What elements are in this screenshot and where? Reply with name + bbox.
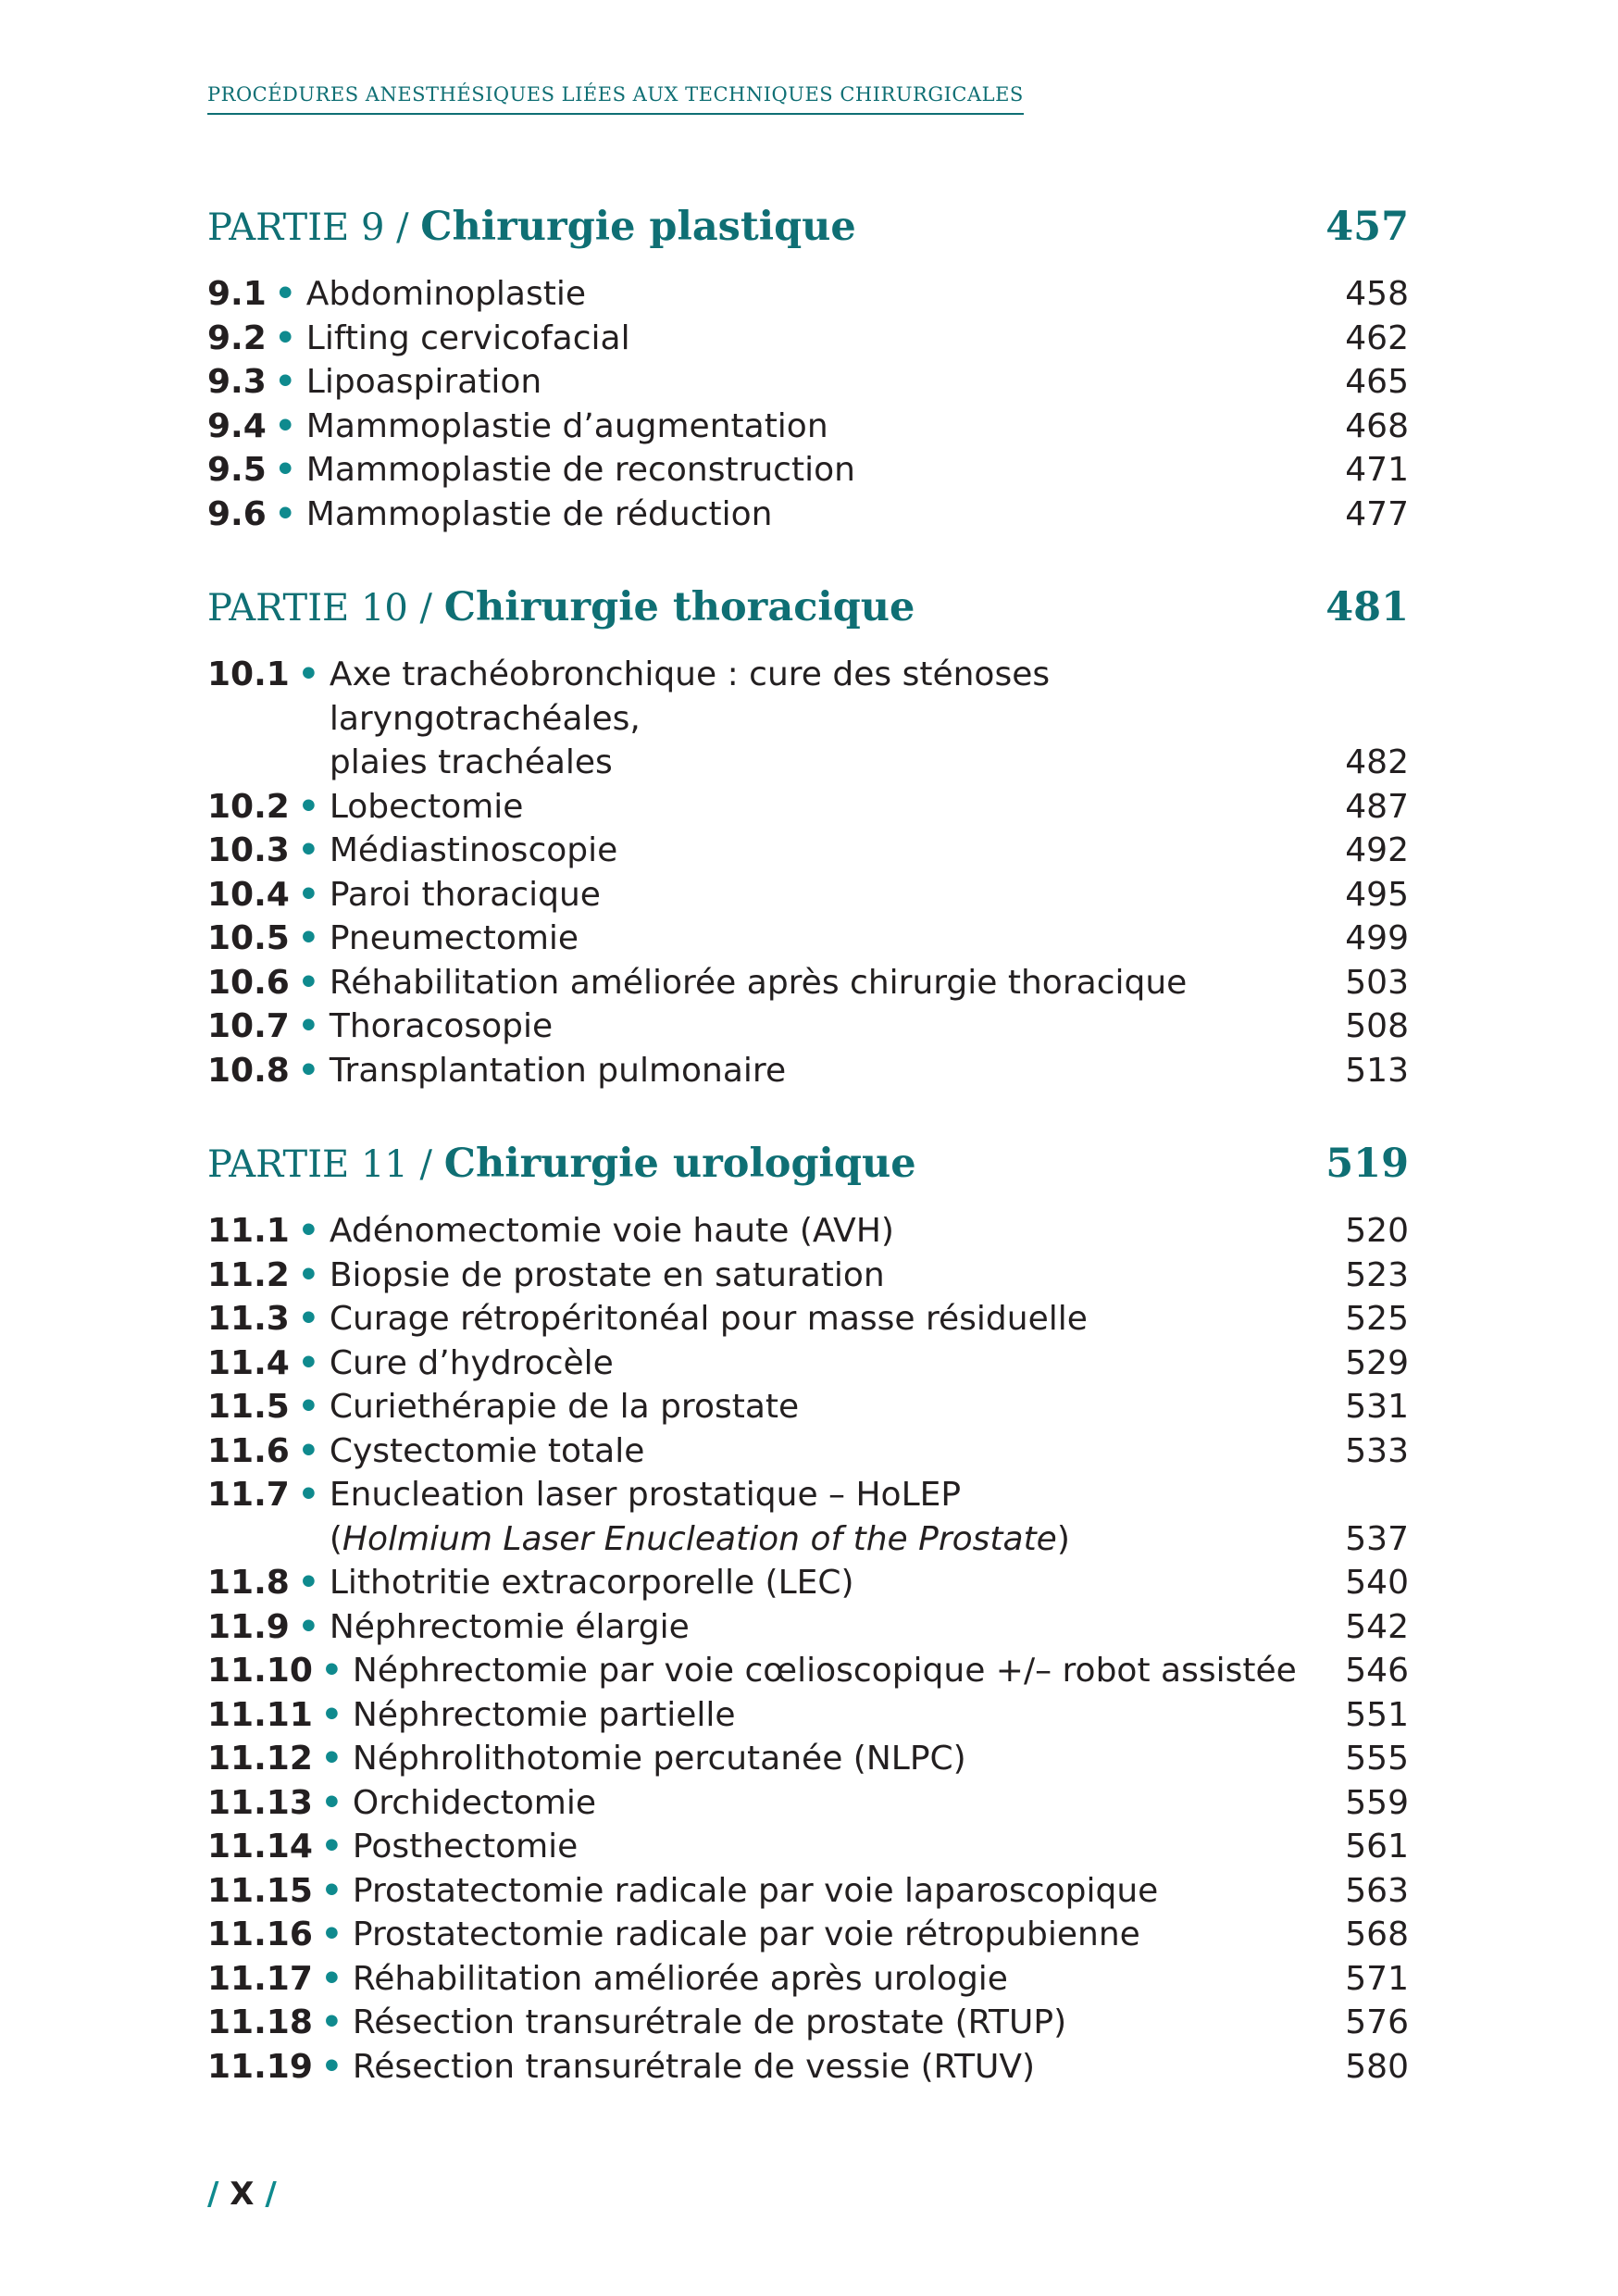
- part-heading: [207, 584, 1409, 642]
- entry-number: 10.5: [207, 919, 290, 957]
- entry-page-number: 563: [1345, 1871, 1409, 1910]
- toc-entry[interactable]: [207, 1385, 1409, 1429]
- entry-title: Néphrolithotomie percutanée (NLPC): [352, 1740, 966, 1778]
- bullet-icon: •: [320, 2047, 342, 2086]
- entry-number: 11.18: [207, 2003, 313, 2041]
- bullet-icon: •: [297, 1212, 319, 1250]
- toc-entry[interactable]: [207, 961, 1409, 1005]
- entry-title: Pneumectomie: [329, 919, 579, 957]
- entry-title: Curiethérapie de la prostate: [329, 1388, 800, 1426]
- entry-title: Abdominoplastie: [305, 275, 586, 313]
- running-head: PROCÉDURES ANESTHÉSIQUES LIÉES AUX TECHNIQUES CHIRURGICALES: [207, 83, 1024, 115]
- bullet-icon: •: [297, 1388, 319, 1426]
- entry-number: 9.2: [207, 318, 267, 357]
- bullet-icon: •: [297, 1300, 319, 1338]
- entry-title: Paroi thoracique: [329, 875, 601, 914]
- toc-entry[interactable]: [207, 1473, 1409, 1517]
- part-title: Chirurgie plastique: [420, 204, 856, 250]
- entry-page-placeholder: [1326, 653, 1409, 697]
- bullet-icon: •: [320, 1871, 342, 1910]
- bullet-icon: •: [297, 1255, 319, 1294]
- entry-number: 10.7: [207, 1007, 290, 1045]
- entry-title: Mammoplastie de reconstruction: [305, 451, 855, 489]
- entry-page-placeholder: [1326, 1473, 1409, 1517]
- entry-title: Mammoplastie de réduction: [305, 494, 773, 533]
- part-heading-text: [207, 204, 856, 250]
- toc-entry[interactable]: [207, 1254, 1409, 1298]
- bullet-icon: •: [274, 318, 296, 357]
- bullet-icon: •: [274, 363, 296, 401]
- entry-title: Résection transurétrale de vessie (RTUV): [352, 2047, 1036, 2086]
- bullet-icon: •: [320, 1695, 342, 1734]
- toc-entry[interactable]: [207, 1869, 1409, 1914]
- bullet-icon: •: [297, 1007, 319, 1045]
- entry-page-number: 537: [1345, 1519, 1409, 1558]
- entry-number: 11.10: [207, 1652, 313, 1690]
- toc-entry[interactable]: [207, 1781, 1409, 1826]
- bullet-icon: •: [297, 963, 319, 1002]
- entry-number: 11.16: [207, 1915, 313, 1953]
- entry-title: Curage rétropéritonéal pour masse résiduelle: [329, 1300, 1088, 1338]
- part-page-number: 519: [1326, 1141, 1409, 1187]
- part-prefix: PARTIE 9 /: [207, 206, 421, 249]
- entry-title: Axe trachéobronchique : cure des sténoses laryngotrachéales,: [329, 655, 1051, 738]
- toc-entry[interactable]: [207, 1913, 1409, 1957]
- entry-page-number: 508: [1345, 1007, 1409, 1045]
- toc-entry[interactable]: [207, 2045, 1409, 2090]
- entry-title: Réhabilitation améliorée après chirurgie thoracique: [329, 963, 1188, 1002]
- entry-number: 11.14: [207, 1828, 313, 1866]
- entry-page-number: 471: [1345, 451, 1409, 489]
- bullet-icon: •: [274, 494, 296, 533]
- part-heading: [207, 1141, 1409, 1198]
- entry-page-number: 561: [1345, 1828, 1409, 1866]
- entry-page-number: 529: [1345, 1343, 1409, 1382]
- toc-entry[interactable]: [207, 1341, 1409, 1386]
- entry-number: 11.11: [207, 1695, 313, 1734]
- toc-entry-continuation[interactable]: [207, 1517, 1409, 1562]
- part-page-number: 481: [1326, 584, 1409, 630]
- toc-entry[interactable]: [207, 653, 1409, 741]
- folio-slash-left: /: [207, 2176, 230, 2213]
- entry-number: 9.6: [207, 494, 267, 533]
- entry-page-number: 580: [1345, 2047, 1409, 2086]
- part-prefix: PARTIE 11 /: [207, 1143, 444, 1186]
- toc-entry[interactable]: [207, 2001, 1409, 2045]
- entry-title: Néphrectomie partielle: [352, 1695, 736, 1734]
- entry-page-number: 555: [1345, 1740, 1409, 1778]
- entry-title: Néphrectomie par voie cœlioscopique +/– robot assistée: [352, 1652, 1297, 1690]
- entry-page-number: 495: [1345, 875, 1409, 914]
- toc-entry[interactable]: [207, 1297, 1409, 1341]
- toc-entry-continuation[interactable]: [207, 741, 1409, 785]
- table-of-contents: [207, 204, 1409, 2137]
- part-page-number: 457: [1326, 204, 1409, 250]
- part-heading: [207, 204, 1409, 261]
- entry-number: 9.3: [207, 363, 267, 401]
- toc-entry[interactable]: [207, 317, 1409, 361]
- entry-page-number: 559: [1345, 1783, 1409, 1822]
- toc-entry[interactable]: [207, 1737, 1409, 1781]
- toc-entry[interactable]: [207, 448, 1409, 493]
- toc-entry[interactable]: [207, 493, 1409, 537]
- entry-number: 11.17: [207, 1959, 313, 1998]
- entry-page-number: 468: [1345, 406, 1409, 445]
- toc-entry[interactable]: [207, 1209, 1409, 1254]
- entry-title: Cure d’hydrocèle: [329, 1343, 614, 1382]
- bullet-icon: •: [274, 406, 296, 445]
- toc-entry[interactable]: [207, 1049, 1409, 1093]
- paren-close: ): [1056, 1519, 1070, 1558]
- toc-entry[interactable]: [207, 1429, 1409, 1474]
- entry-title: Adénomectomie voie haute (AVH): [329, 1212, 894, 1250]
- toc-entry[interactable]: [207, 1605, 1409, 1650]
- entry-page-number: 568: [1345, 1915, 1409, 1953]
- paren-open: (: [329, 1519, 342, 1558]
- bullet-icon: •: [320, 1915, 342, 1953]
- toc-entry[interactable]: [207, 873, 1409, 917]
- entry-title: Cystectomie totale: [329, 1431, 645, 1470]
- entry-title: Prostatectomie radicale par voie laparoscopique: [352, 1871, 1159, 1910]
- entry-title-italic: Holmium Laser Enucleation of the Prostate: [342, 1519, 1057, 1558]
- bullet-icon: •: [297, 1431, 319, 1470]
- toc-entry[interactable]: [207, 272, 1409, 317]
- entry-number: 11.19: [207, 2047, 313, 2086]
- entry-page-number: 542: [1345, 1607, 1409, 1646]
- part-heading-text: [207, 584, 915, 630]
- bullet-icon: •: [297, 655, 319, 693]
- bullet-icon: •: [274, 451, 296, 489]
- entry-title: Réhabilitation améliorée après urologie: [352, 1959, 1008, 1998]
- folio-number: X: [230, 2176, 255, 2213]
- toc-part: [207, 204, 1409, 536]
- entry-page-number: 465: [1345, 363, 1409, 401]
- entry-number: 11.5: [207, 1388, 290, 1426]
- toc-entry[interactable]: [207, 829, 1409, 873]
- entry-title: Mammoplastie d’augmentation: [305, 406, 828, 445]
- entry-page-number: 540: [1345, 1564, 1409, 1602]
- entry-page-number: 492: [1345, 831, 1409, 869]
- entry-number: 10.3: [207, 831, 290, 869]
- entry-page-number: 576: [1345, 2003, 1409, 2041]
- toc-entry[interactable]: [207, 1825, 1409, 1869]
- entry-title: Transplantation pulmonaire: [329, 1051, 787, 1090]
- entry-page-number: 525: [1345, 1300, 1409, 1338]
- bullet-icon: •: [320, 1828, 342, 1866]
- entry-title: Prostatectomie radicale par voie rétropubienne: [352, 1915, 1140, 1953]
- entry-number: 11.4: [207, 1343, 290, 1382]
- toc-entry[interactable]: [207, 1957, 1409, 2002]
- bullet-icon: •: [297, 1051, 319, 1090]
- entry-title: Lithotritie extracorporelle (LEC): [329, 1564, 854, 1602]
- bullet-icon: •: [320, 1783, 342, 1822]
- entry-page-number: 503: [1345, 963, 1409, 1002]
- bullet-icon: •: [274, 275, 296, 313]
- bullet-icon: •: [320, 1740, 342, 1778]
- entry-title: Lifting cervicofacial: [305, 318, 630, 357]
- entry-number: 11.7: [207, 1476, 290, 1514]
- entry-number: 10.6: [207, 963, 290, 1002]
- bullet-icon: •: [297, 1607, 319, 1646]
- part-title: Chirurgie urologique: [443, 1141, 916, 1187]
- entry-page-number: 462: [1345, 318, 1409, 357]
- toc-entry[interactable]: [207, 1561, 1409, 1605]
- entry-page-number: 571: [1345, 1959, 1409, 1998]
- entry-title: Biopsie de prostate en saturation: [329, 1255, 885, 1294]
- entry-page-number: 523: [1345, 1255, 1409, 1294]
- entry-title: Médiastinoscopie: [329, 831, 618, 869]
- entry-number: 11.13: [207, 1783, 313, 1822]
- part-title: Chirurgie thoracique: [443, 584, 915, 630]
- entry-title: Posthectomie: [352, 1828, 579, 1866]
- entry-page-number: 520: [1345, 1212, 1409, 1250]
- entry-number: 11.9: [207, 1607, 290, 1646]
- entry-number: 11.6: [207, 1431, 290, 1470]
- entry-page-number: 551: [1345, 1695, 1409, 1734]
- entry-title: Néphrectomie élargie: [329, 1607, 690, 1646]
- bullet-icon: •: [297, 1343, 319, 1382]
- entry-number: 9.5: [207, 451, 267, 489]
- toc-entry[interactable]: [207, 405, 1409, 449]
- bullet-icon: •: [297, 1476, 319, 1514]
- entry-page-number: 499: [1345, 919, 1409, 957]
- bullet-icon: •: [320, 1652, 342, 1690]
- entry-number: 11.3: [207, 1300, 290, 1338]
- toc-entry[interactable]: [207, 1693, 1409, 1738]
- entry-title: Lobectomie: [329, 787, 524, 826]
- entry-page-number: 546: [1345, 1652, 1409, 1690]
- toc-part: [207, 1141, 1409, 2089]
- toc-entry[interactable]: [207, 360, 1409, 405]
- bullet-icon: •: [297, 787, 319, 826]
- bullet-icon: •: [297, 875, 319, 914]
- bullet-icon: •: [297, 919, 319, 957]
- toc-entry[interactable]: [207, 1649, 1409, 1693]
- entry-number: 10.2: [207, 787, 290, 826]
- entry-number: 9.4: [207, 406, 267, 445]
- bullet-icon: •: [297, 1564, 319, 1602]
- part-heading-text: [207, 1141, 916, 1187]
- toc-entry[interactable]: [207, 1004, 1409, 1049]
- entry-title: Lipoaspiration: [305, 363, 542, 401]
- entry-page-number: 533: [1345, 1431, 1409, 1470]
- entry-number: 10.8: [207, 1051, 290, 1090]
- entry-page-number: 482: [1345, 743, 1409, 781]
- entry-number: 11.8: [207, 1564, 290, 1602]
- entry-title: Thoracosopie: [329, 1007, 554, 1045]
- bullet-icon: •: [320, 2003, 342, 2041]
- entry-number: 11.12: [207, 1740, 313, 1778]
- entry-title: Résection transurétrale de prostate (RTUP): [352, 2003, 1067, 2041]
- entry-title-continuation: plaies trachéales: [329, 743, 613, 781]
- entry-title: Enucleation laser prostatique – HoLEP: [329, 1476, 962, 1514]
- entry-number: 11.1: [207, 1212, 290, 1250]
- part-prefix: PARTIE 10 /: [207, 587, 444, 630]
- folio-slash-right: /: [254, 2176, 277, 2213]
- entry-number: 9.1: [207, 275, 267, 313]
- entry-page-number: 458: [1345, 275, 1409, 313]
- toc-entry[interactable]: [207, 917, 1409, 961]
- toc-entry[interactable]: [207, 785, 1409, 830]
- entry-number: 11.15: [207, 1871, 313, 1910]
- bullet-icon: •: [297, 831, 319, 869]
- entry-page-number: 477: [1345, 494, 1409, 533]
- toc-part: [207, 584, 1409, 1092]
- entry-page-number: 487: [1345, 787, 1409, 826]
- entry-title: Orchidectomie: [352, 1783, 596, 1822]
- entry-number: 10.4: [207, 875, 290, 914]
- entry-page-number: 513: [1345, 1051, 1409, 1090]
- entry-page-number: 531: [1345, 1388, 1409, 1426]
- bullet-icon: •: [320, 1959, 342, 1998]
- folio: [207, 2176, 277, 2213]
- entry-number: 11.2: [207, 1255, 290, 1294]
- entry-number: 10.1: [207, 655, 290, 693]
- entry-title-continuation: [207, 1517, 1326, 1562]
